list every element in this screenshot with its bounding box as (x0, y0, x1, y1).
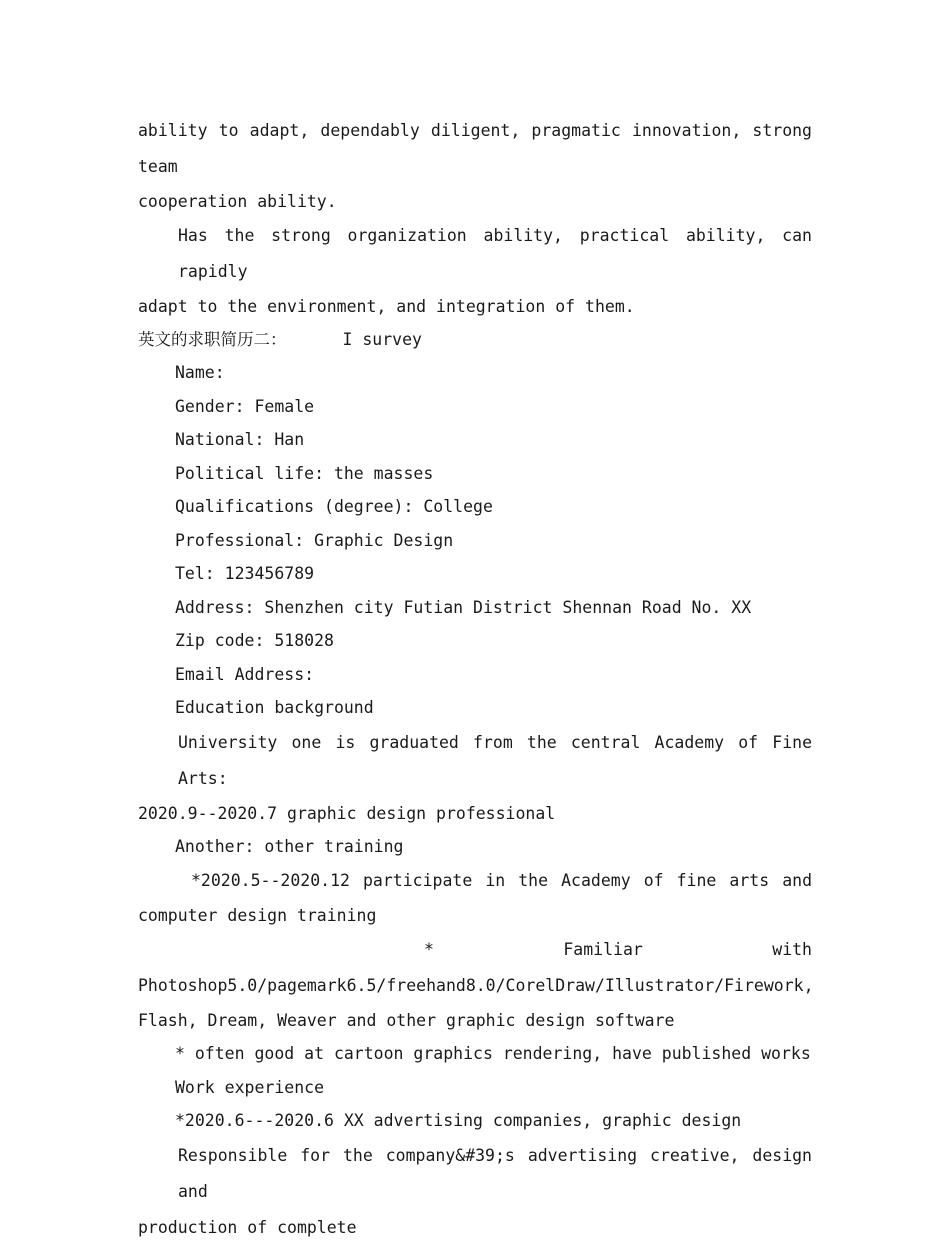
paragraph-line: adapt to the environment, and integration of them. (138, 297, 635, 316)
paragraph-line: Flash, Dream, Weaver and other graphic design software (138, 1011, 675, 1030)
paragraph-line: Has the strong organization ability, practical ability, can rapidly (178, 226, 812, 281)
field-gender: Gender: Female (175, 396, 315, 416)
section-subtitle: I survey (342, 330, 422, 349)
paragraph-line: ability to adapt, dependably diligent, pragmatic innovation, strong team (138, 121, 812, 176)
field-zip-code: Zip code: 518028 (175, 631, 334, 650)
paragraph-line: Photoshop5.0/pagemark6.5/freehand8.0/CorelDraw/Illustrator/Firework, (138, 976, 814, 995)
work-experience-heading: Work experience (175, 1077, 325, 1097)
paragraph-line: Responsible for the company&#39;s advertising creative, design and (178, 1145, 812, 1201)
field-name: Name: (175, 363, 225, 382)
field-tel: Tel: 123456789 (175, 564, 315, 583)
paragraph-line: production of complete (138, 1217, 357, 1237)
paragraph-line: *2020.5--2020.12 participate in the Academy of fine arts and (191, 871, 812, 890)
paragraph-line: computer design training (138, 906, 377, 925)
field-address: Address: Shenzhen city Futian District Shennan Road No. XX (175, 597, 752, 617)
field-qualifications: Qualifications (degree): College (175, 497, 493, 516)
resume-text (138, 113, 812, 1246)
field-national: National: Han (175, 430, 305, 449)
work-item: *2020.6---2020.6 XX advertising companies, graphic design (175, 1111, 742, 1130)
section-heading-chinese: 英文的求职简历二： (138, 330, 287, 349)
paragraph-line: 2020.9--2020.7 graphic design professional (138, 803, 556, 823)
field-professional: Professional: Graphic Design (175, 530, 454, 550)
paragraph-line: cooperation ability. (138, 192, 337, 211)
field-email: Email Address: (175, 664, 315, 684)
paragraph-line: * Familiar with (424, 940, 812, 959)
education-heading: Education background (175, 698, 374, 717)
paragraph-line: University one is graduated from the central Academy of Fine Arts: (178, 732, 812, 788)
section-heading (138, 323, 812, 356)
cartoon-line: * often good at cartoon graphics rendering, have published works (175, 1044, 811, 1063)
other-training-line: Another: other training (175, 836, 404, 856)
field-political-life: Political life: the masses (175, 463, 434, 483)
